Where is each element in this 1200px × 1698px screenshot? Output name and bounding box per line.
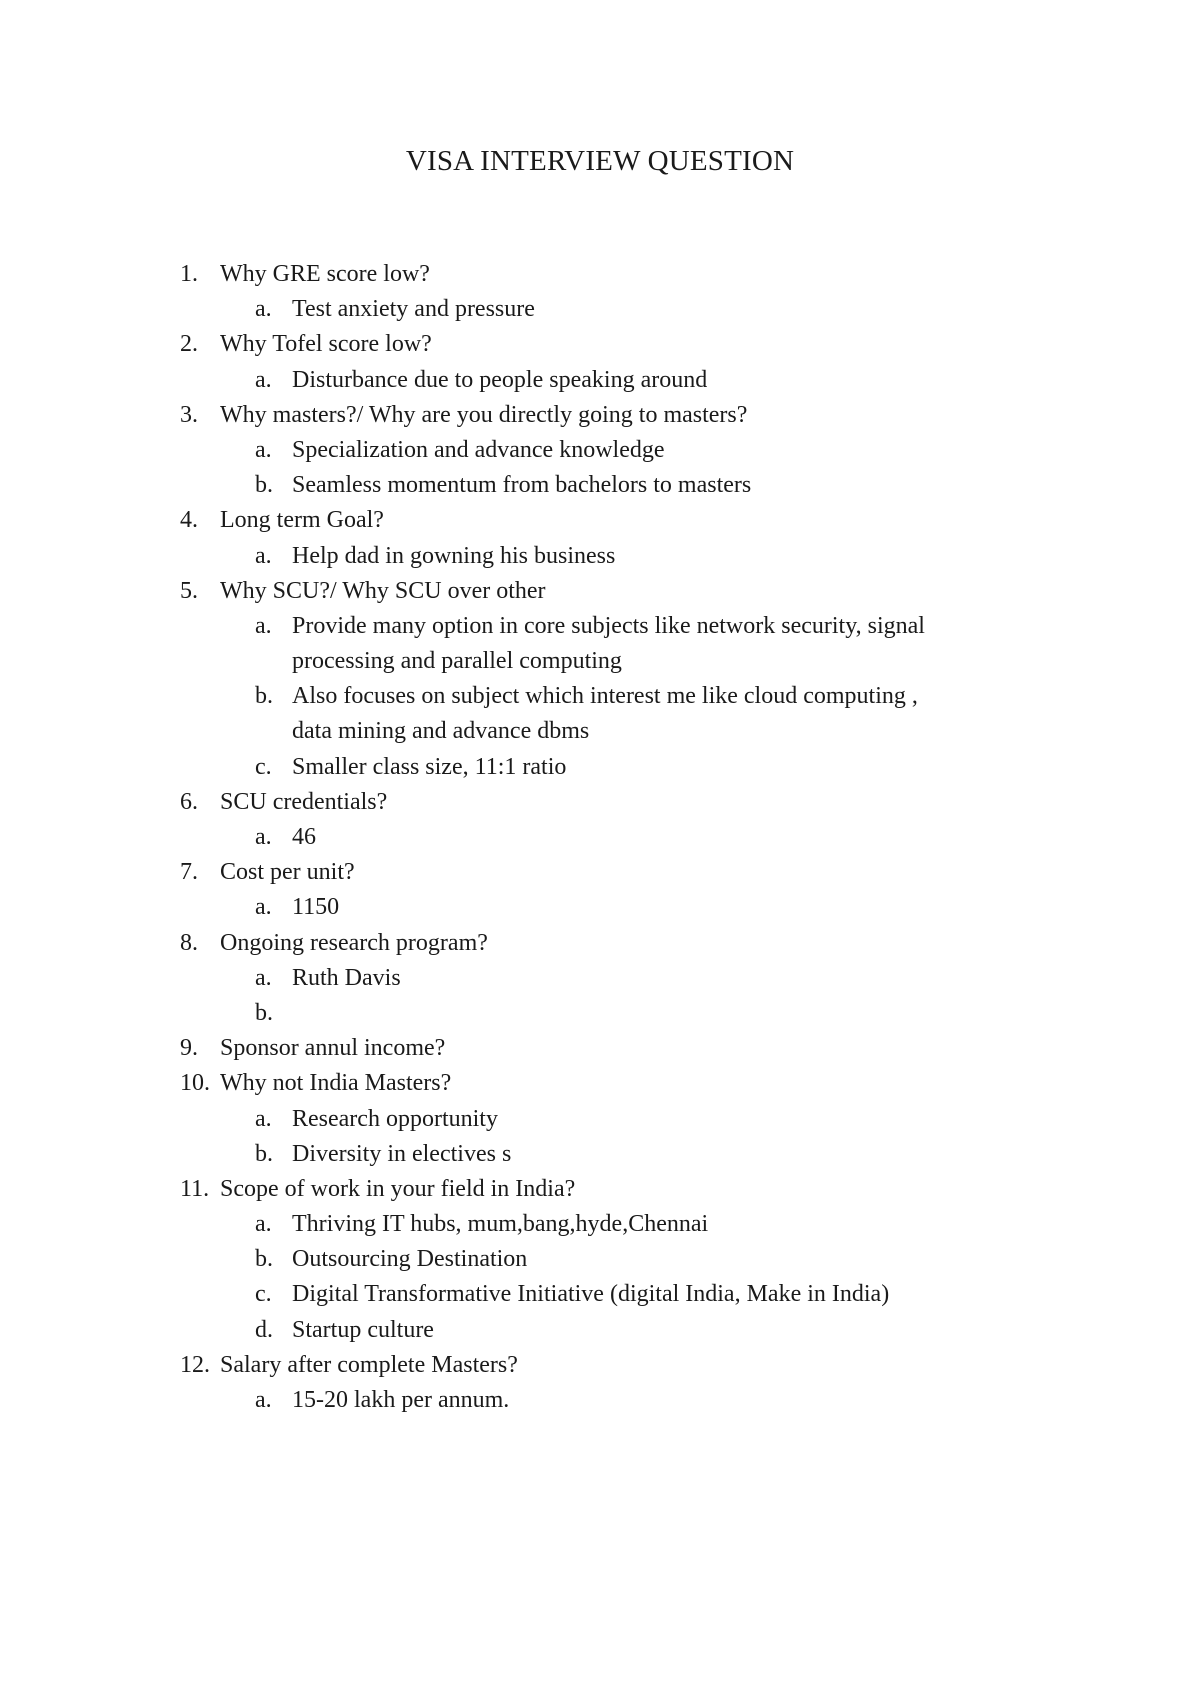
answer-letter: b. [255,1246,273,1273]
answer-letter: d. [255,1316,273,1343]
answer-item [0,539,1200,574]
question-item [0,398,1200,433]
question-text: Long term Goal? [220,507,384,534]
answer-line: 15-20 lakh per annum. [292,1387,510,1414]
question-item [0,327,1200,362]
answer-letter: b. [255,1140,273,1167]
answer-line: Outsourcing Destination [292,1246,528,1273]
question-text: Cost per unit? [220,859,355,886]
answer-letter: c. [255,1281,272,1308]
question-text: Why masters?/ Why are you directly going to masters? [220,401,748,428]
answer-letter: b. [255,683,273,710]
answer-text [292,890,1052,925]
question-item [0,855,1200,890]
answer-text [292,433,1052,468]
answer-letter: a. [255,296,272,323]
answer-letter: a. [255,542,272,569]
answer-item [0,890,1200,925]
question-text: Why SCU?/ Why SCU over other [220,577,546,604]
answer-item [0,961,1200,996]
answer-text [292,1102,1052,1137]
answer-item [0,1242,1200,1277]
question-number: 8. [180,929,198,956]
answer-item [0,1313,1200,1348]
question-text: Ongoing research program? [220,929,488,956]
answer-line: Help dad in gowning his business [292,542,616,569]
answer-line: Thriving IT hubs, mum,bang,hyde,Chennai [292,1211,709,1238]
answer-text [292,363,1052,398]
answer-text [292,679,1052,749]
answer-item [0,363,1200,398]
question-item [0,1066,1200,1101]
question-number: 12. [180,1351,210,1378]
answer-item [0,679,1200,749]
answer-text [292,1207,1052,1242]
question-text: Why Tofel score low? [220,331,432,358]
answer-text [292,1383,1052,1418]
answer-line: Research opportunity [292,1105,498,1132]
answer-text [292,292,1052,327]
answer-letter: a. [255,1387,272,1414]
question-item [0,574,1200,609]
answer-text [292,750,1052,785]
question-item [0,1172,1200,1207]
answer-line: data mining and advance dbms [292,718,590,745]
answer-text [292,468,1052,503]
answer-line: 46 [292,824,316,851]
question-number: 11. [180,1175,210,1202]
answer-item [0,1207,1200,1242]
answer-item [0,433,1200,468]
answer-letter: b. [255,472,273,499]
answer-line: Specialization and advance knowledge [292,436,665,463]
answer-item [0,820,1200,855]
answer-line: Provide many option in core subjects like network security, signal [292,612,925,639]
answer-item [0,292,1200,327]
answer-text [292,1242,1052,1277]
question-number: 1. [180,261,198,287]
question-item [0,257,1200,292]
answer-line: Startup culture [292,1316,434,1343]
question-number: 9. [180,1035,198,1062]
question-text: Scope of work in your field in India? [220,1175,576,1202]
answer-letter: a. [255,366,272,393]
answer-letter: a. [255,436,272,463]
question-text: Salary after complete Masters? [220,1351,518,1378]
answer-text [292,539,1052,574]
answer-letter: a. [255,612,272,639]
answer-text [292,1137,1052,1172]
answer-item [0,1102,1200,1137]
answer-line: processing and parallel computing [292,648,622,675]
answer-line: 1150 [292,894,340,921]
answer-letter: a. [255,1211,272,1238]
question-number: 3. [180,401,198,428]
answer-item [0,996,1200,1031]
question-number: 4. [180,507,198,534]
answer-text [292,1277,1052,1312]
answer-line: Ruth Davis [292,964,401,991]
answer-text [292,1313,1052,1348]
answer-text [292,609,1052,679]
answer-letter: a. [255,894,272,921]
question-number: 6. [180,788,198,815]
question-text: Sponsor annul income? [220,1035,446,1062]
question-text: Why not India Masters? [220,1070,452,1097]
answer-line: Smaller class size, 11:1 ratio [292,753,567,780]
question-item [0,926,1200,961]
answer-line: Disturbance due to people speaking around [292,366,708,393]
question-item [0,1348,1200,1383]
answer-item [0,609,1200,679]
question-number: 7. [180,859,198,886]
answer-item [0,1277,1200,1312]
question-number: 5. [180,577,198,604]
answer-item [0,1137,1200,1172]
answer-text [292,820,1052,855]
answer-line: Seamless momentum from bachelors to masters [292,472,752,499]
question-item [0,503,1200,538]
answer-letter: a. [255,964,272,991]
answer-line: Diversity in electives s [292,1140,512,1167]
answer-letter: b. [255,999,273,1026]
question-number: 2. [180,331,198,358]
answer-letter: a. [255,824,272,851]
question-item [0,1031,1200,1066]
answer-letter: c. [255,753,272,780]
answer-item [0,1383,1200,1418]
answer-item [0,750,1200,785]
question-text: Why GRE score low? [220,261,430,287]
question-list [0,257,1200,1418]
answer-item [0,468,1200,503]
answer-line: Also focuses on subject which interest me like cloud computing , [292,683,918,710]
answer-text [292,996,1052,1031]
answer-line: Digital Transformative Initiative (digital India, Make in India) [292,1281,890,1308]
answer-letter: a. [255,1105,272,1132]
document-title: VISA INTERVIEW QUESTION [405,145,795,177]
question-number: 10. [180,1070,210,1097]
question-item [0,785,1200,820]
answer-text [292,961,1052,996]
answer-line [292,996,1052,1031]
answer-line: Test anxiety and pressure [292,296,535,323]
question-text: SCU credentials? [220,788,388,815]
